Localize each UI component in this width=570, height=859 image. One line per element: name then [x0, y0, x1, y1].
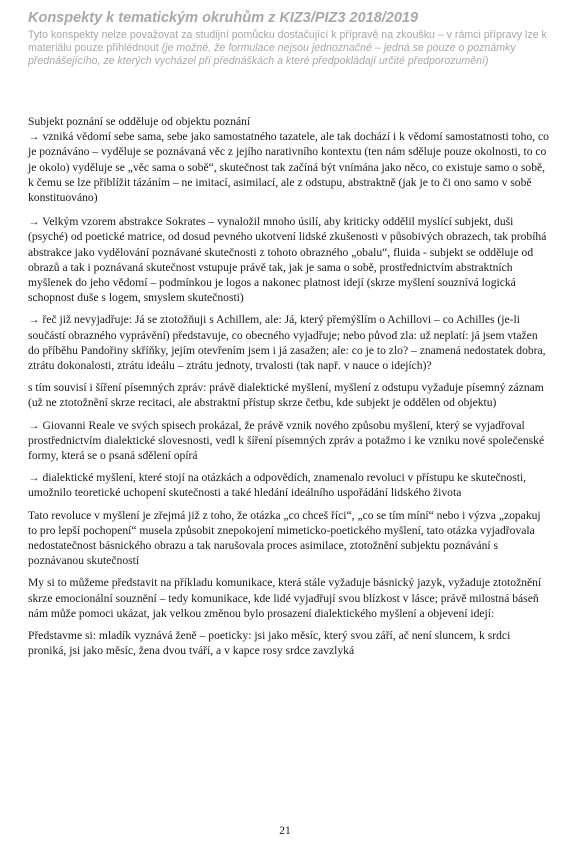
page-number: 21 — [279, 825, 291, 837]
disclaimer-tail: (je možné, že formulace nejsou jednoznačné – jedná se pouze o poznámky přednášejícího, ze kterých vycházel při přednáškách a které předpokládají určité předporozumění) — [28, 42, 516, 68]
paragraph: My si to můžeme představit na příkladu komunikace, která stále vyžaduje básnický jazyk, vyžaduje ztotožnění skrze emocionální souznění – tedy komunikace, kde lidé vyjadřují svou blízkost v lásce; právě milostná báseň nám může pomoci ukázat, jak velkou změnou bylo prosazení dialektického myšlení a objevení idejí: — [28, 576, 542, 620]
paragraph: → Velkým vzorem abstrakce Sokrates – vynaložil mnoho úsilí, aby kriticky oddělil myslící subjekt, duši (psyché) od poetické matrice, od dosud pevného ukotvení lidské zkušenosti v působivých obrazech, tak probíhá abstrakce jako vydělování poznávané skutečnosti z tohoto obrazného „obalu“, fluida - subjekt se odděluje od obrazů a tak i poznávaná skutečnost vstupuje právě tak, jak je sama o sobě, prostřednictvím abstraktních myšlenek do jeho vědomí – podmínkou je logos a nakonec platnost idejí (skrze myšlení souznívá logická schopnost duše s logem, smyslem skutečnosti) — [28, 215, 547, 305]
paragraph: → dialektické myšlení, které stojí na otázkách a odpovědích, znamenalo revoluci v přístupu ke skutečnosti, umožnilo teoretické uchopení skutečnosti a také hledání ideálního uspořádání lidského života — [28, 471, 527, 500]
paragraph: Představme si: mladík vyznává ženě – poeticky: jsi jako měsíc, který svou září, ač není sluncem, k srdci proniká, jsi jako měsíc, žena dvou tváří, a v kapce rosy srdce zavzlyká — [28, 629, 511, 658]
disclaimer-note — [28, 29, 548, 69]
paragraph: s tím souvisí i šíření písemných zpráv: právě dialektické myšlení, myšlení z odstupu vyžaduje písemný záznam (už ne ztotožnění skrze recitaci, ale abstraktní přístup skrze četbu, kde subjekt je oddělen od objektu) — [28, 381, 544, 410]
document-title: Konspekty k tematickým okruhům z KIZ3/PIZ3 2018/2019 — [28, 10, 419, 26]
paragraph: → Giovanni Reale ve svých spisech prokázal, že právě vznik nového způsobu myšlení, který se vyjadřoval prostřednictvím dialektické slovesnosti, vedl k šíření písemných zpráv a potažmo i ke vzniku nové společenské formy, která se o psaná sdělení opírá — [28, 418, 545, 463]
body-text — [28, 114, 550, 666]
paragraph: Subjekt poznání se odděluje od objektu poznání → vzniká vědomí sebe sama, sebe jako samostatného tazatele, ale tak dochází i k vědomí samostatnosti toho, co je poznáváno – vyděluje se poznávaná věc z jejího narativního kontextu (ten nám sděluje pouze okolnosti, to co je okolo) vyděluje se „věc sama o sobě“, skutečnost tak začíná být vnímána jako něco, co existuje samo o sobě, k čemu se lze přiblížit tázáním – ne imitací, asimilací, ale z odstupu, abstraktně (jak je to či ono samo v sobě konstituováno) — [28, 115, 549, 205]
page-header — [28, 10, 548, 69]
disclaimer-lead: Tyto konspekty nelze považovat za studijní pomůcku dostačující k přípravě na zkoušku – v rámci přípravy lze k materiálu pouze přihlédnout — [28, 29, 547, 55]
paragraph: Tato revoluce v myšlení je zřejmá již z toho, že otázka „co chceš říci“, „co se tím míní“ nebo i výzva „zopakuj to pro lepší pochopení“ musela způsobit znepokojení mimeticko-poetického myšlení, tato otázka vyjadřovala nedostatečnost básnického obrazu a tak narušovala proces asimilace, ztotožnění subjektu poznávání s poznávanou skutečností — [28, 508, 541, 568]
paragraph: → řeč již nevyjadřuje: Já se ztotožňuji s Achillem, ale: Já, který přemýšlím o Achillovi – co Achilles (je-li součástí obrazného vyprávění) představuje, co obecného vyjadřuje; nebo původ zla: už neplatí: já jsem vtažen do příběhu Pandořiny skříňky, jejím otevřením jsem i já zasažen; ale: co je to zlo? – znamená nedostatek dobra, ztrátu dokonalosti, ztrátu ideálu – ztrátu jednoty, trvalosti (tak např. v nauce o idejích)? — [28, 313, 546, 373]
